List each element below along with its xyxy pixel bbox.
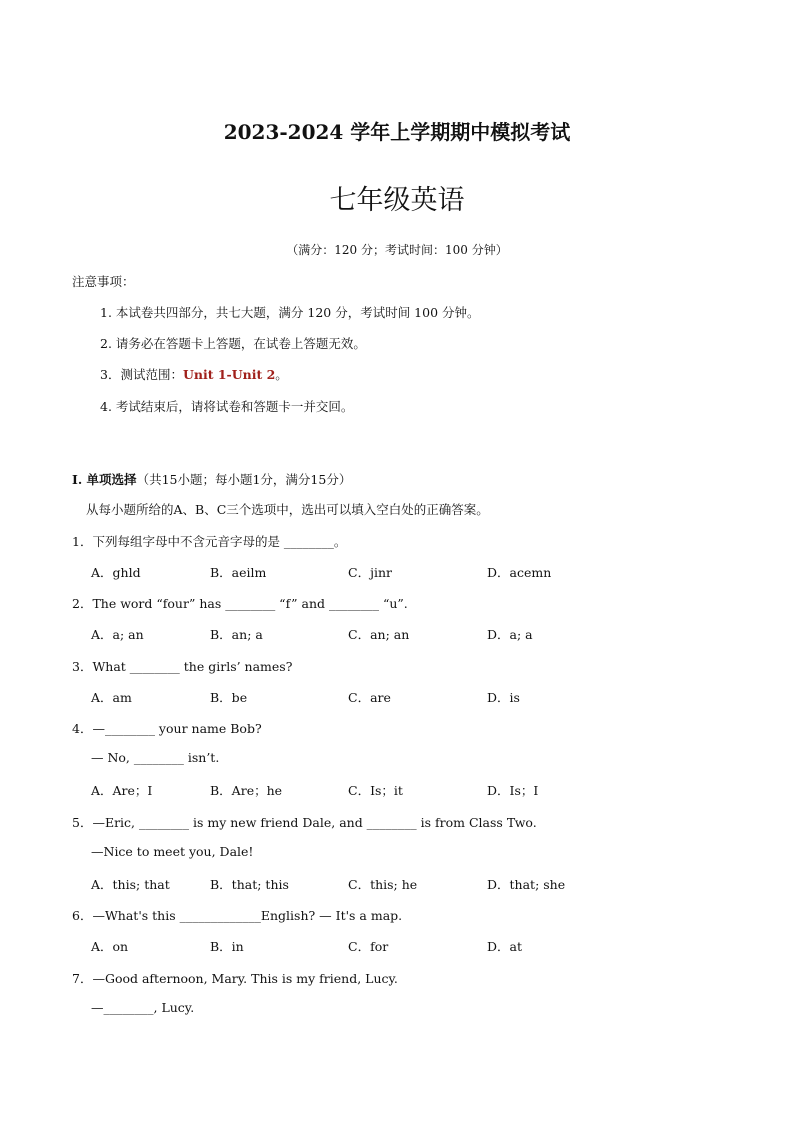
score-info: （满分：120 分；考试时间：100 分钟） — [286, 243, 508, 257]
notice-item-3-suffix: 。 — [275, 367, 288, 382]
q2-option-c: C．an; an — [348, 627, 410, 642]
q6-option-a: A．on — [91, 939, 129, 954]
q1-option-d: D．acemn — [487, 565, 552, 580]
question-7-line-2: —________, Lucy. — [91, 1000, 195, 1015]
q4-option-a: A．Are；I — [91, 783, 153, 798]
exam-title: 2023-2024 学年上学期期中模拟考试 — [223, 120, 571, 144]
question-5-stem: 5．—Eric, ________ is my new friend Dale, and ________ is from Class Two. — [72, 815, 537, 830]
question-4-line-2: — No, ________ isn’t. — [91, 750, 220, 765]
q2-option-a: A．a; an — [91, 627, 144, 642]
notice-heading: 注意事项： — [72, 274, 135, 289]
question-7-stem: 7．—Good afternoon, Mary. This is my friend, Lucy. — [72, 971, 398, 986]
q5-option-c: C．this; he — [348, 877, 418, 892]
q3-option-b: B．be — [210, 690, 248, 705]
test-range: Unit 1-Unit 2 — [182, 367, 276, 382]
q5-option-a: A．this; that — [91, 877, 170, 892]
q2-option-b: B．an; a — [210, 627, 263, 642]
q3-option-d: D．is — [487, 690, 520, 705]
question-2-stem: 2．The word “four” has ________ “f” and ________ “u”. — [72, 596, 408, 611]
section-heading — [72, 470, 351, 488]
section-instruction: 从每小题所给的A、B、C三个选项中，选出可以填入空白处的正确答案。 — [86, 502, 489, 517]
notice-item-3-label: 3．测试范围： — [100, 367, 183, 382]
q6-option-d: D．at — [487, 939, 522, 954]
notice-item-1: 1. 本试卷共四部分，共七大题，满分 120 分，考试时间 100 分钟。 — [100, 305, 480, 320]
q4-option-c: C．Is；it — [348, 783, 403, 798]
q1-option-a: A．ghld — [91, 565, 141, 580]
question-3-stem: 3．What ________ the girls’ names? — [72, 659, 293, 674]
q5-option-b: B．that; this — [210, 877, 289, 892]
exam-subject: 七年级英语 — [329, 185, 465, 216]
q4-option-d: D．Is；I — [487, 783, 539, 798]
q4-option-b: B．Are；he — [210, 783, 283, 798]
section-info: （共15小题；每小题1分，满分15分） — [136, 472, 352, 487]
q1-option-b: B．aeilm — [210, 565, 267, 580]
q3-option-a: A．am — [91, 690, 132, 705]
question-4-stem: 4．—________ your name Bob? — [72, 721, 262, 736]
notice-item-2: 2. 请务必在答题卡上答题，在试卷上答题无效。 — [100, 336, 366, 351]
q2-option-d: D．a; a — [487, 627, 533, 642]
question-1-stem: 1．下列每组字母中不含元音字母的是 ________。 — [72, 534, 347, 549]
question-5-line-2: —Nice to meet you, Dale! — [91, 844, 254, 859]
notice-item-3 — [100, 365, 288, 383]
notice-item-4: 4. 考试结束后，请将试卷和答题卡一并交回。 — [100, 399, 354, 414]
section-label: I. 单项选择 — [72, 472, 137, 487]
q1-option-c: C．jinr — [348, 565, 392, 580]
q6-option-c: C．for — [348, 939, 389, 954]
question-6-stem: 6．—What's this _____________English? — It's a map. — [72, 908, 403, 923]
q5-option-d: D．that; she — [487, 877, 566, 892]
q6-option-b: B．in — [210, 939, 244, 954]
q3-option-c: C．are — [348, 690, 391, 705]
